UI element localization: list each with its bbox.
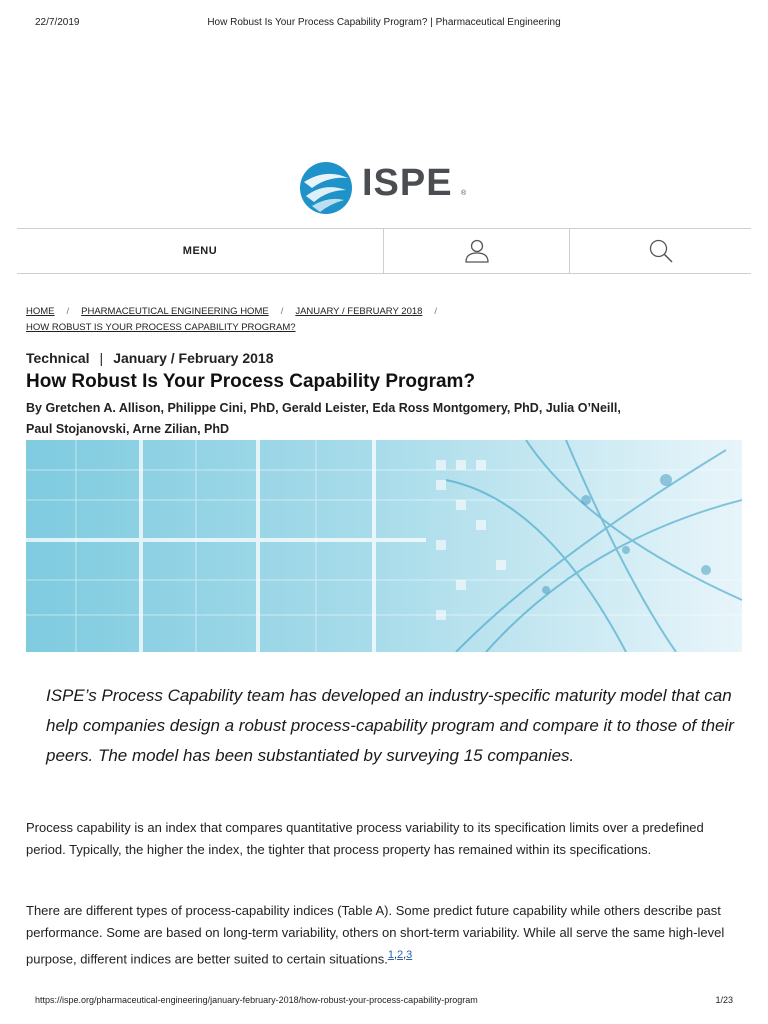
breadcrumb-current-link[interactable]: HOW ROBUST IS YOUR PROCESS CAPABILITY PROGRAM? xyxy=(26,322,296,333)
print-url: https://ispe.org/pharmaceutical-engineering/january-february-2018/how-robust-your-process-capability-program xyxy=(35,995,478,1005)
article-issue: January / February 2018 xyxy=(113,350,274,366)
article-hero-image xyxy=(26,440,742,652)
footnote-separator: , xyxy=(403,949,407,961)
ispe-logo-text: ISPE xyxy=(362,162,453,204)
user-icon xyxy=(464,238,490,264)
registered-mark: ® xyxy=(461,190,467,197)
account-button[interactable] xyxy=(384,229,570,273)
authors-line-1: By Gretchen A. Allison, Philippe Cini, PhD, Gerald Leister, Eda Ross Montgomery, PhD, Julia O’Neill, xyxy=(26,401,621,415)
print-page-number: 1/23 xyxy=(715,995,733,1005)
breadcrumb-separator: / xyxy=(434,306,438,317)
footnote-ref-2[interactable]: 2 xyxy=(396,949,404,961)
print-page-title: How Robust Is Your Process Capability Program? | Pharmaceutical Engineering xyxy=(207,17,561,28)
authors-line-2: Paul Stojanovski, Arne Zilian, PhD xyxy=(26,422,230,436)
main-navbar xyxy=(17,228,751,274)
meta-separator: | xyxy=(99,350,104,366)
footnote-refs xyxy=(388,949,412,961)
breadcrumb-separator: / xyxy=(280,306,284,317)
breadcrumb-home-link[interactable]: HOME xyxy=(26,306,55,317)
breadcrumb-issue-link[interactable]: JANUARY / FEBRUARY 2018 xyxy=(295,306,423,317)
footnote-separator: , xyxy=(393,949,397,961)
paragraph-2-text: There are different types of process-capability indices (Table A). Some predict future capability while others describe past performance. Some are based on long-term variability, others on short-term variability. While all serve the same high-level purpose, different indices are better suited to certain situations. xyxy=(26,903,725,967)
print-date: 22/7/2019 xyxy=(35,17,80,28)
menu-button[interactable]: MENU xyxy=(17,229,384,273)
article-authors xyxy=(26,398,746,440)
article-paragraph-1: Process capability is an index that compares quantitative process variability to its specification limits over a predefined period. Typically, the higher the index, the tighter that process property has remained within its specifications. xyxy=(26,820,704,857)
ispe-logo[interactable] xyxy=(298,160,478,216)
article-paragraph-2 xyxy=(26,900,746,970)
article-title: How Robust Is Your Process Capability Program? xyxy=(26,371,476,392)
article-meta xyxy=(26,350,274,366)
breadcrumb xyxy=(26,304,746,336)
search-icon xyxy=(648,238,674,264)
footnote-ref-3[interactable]: 3 xyxy=(406,949,413,961)
footnote-ref-1[interactable]: 1 xyxy=(387,949,394,961)
ispe-logo-mark-icon xyxy=(298,160,354,216)
article-category: Technical xyxy=(26,350,90,366)
breadcrumb-separator: / xyxy=(66,306,70,317)
breadcrumb-pe-home-link[interactable]: PHARMACEUTICAL ENGINEERING HOME xyxy=(81,306,269,317)
search-button[interactable] xyxy=(570,229,751,273)
article-lead: ISPE’s Process Capability team has developed an industry-specific maturity model that can help companies design a robust process-capability program and compare it to those of their peers. The model has been substantiated by surveying 15 companies. xyxy=(46,686,734,765)
